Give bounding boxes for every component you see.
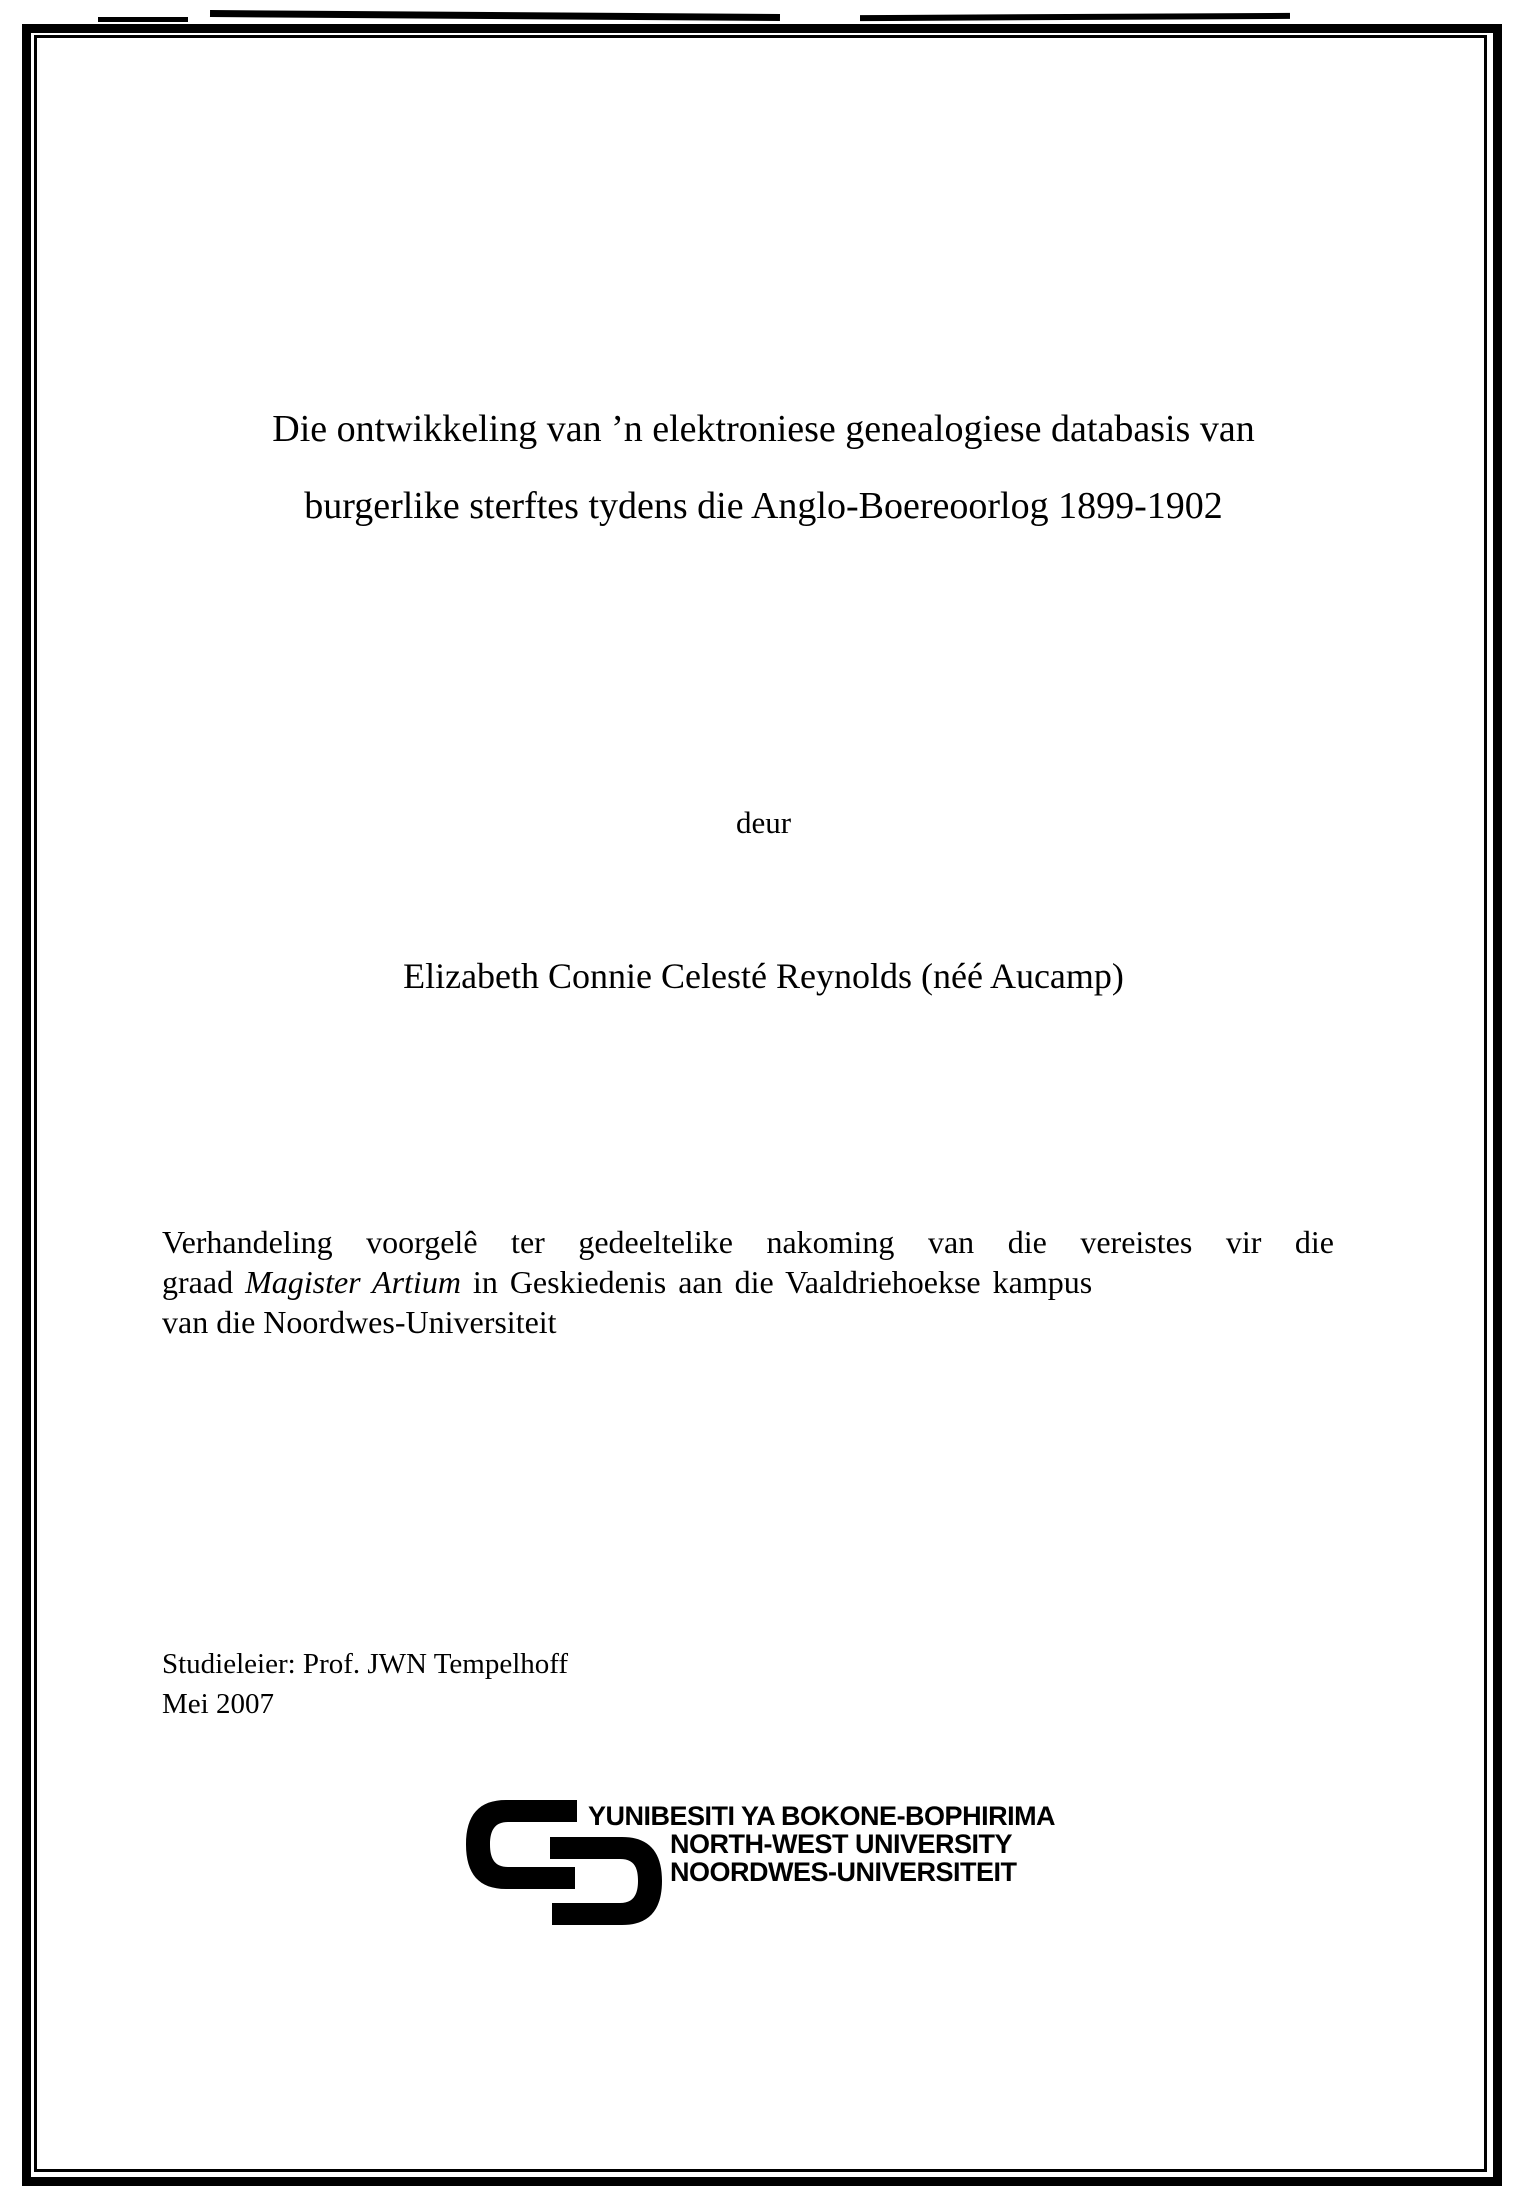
university-logo [466, 1800, 1106, 1935]
degree-statement [162, 1222, 1334, 1342]
degree-statement-line1: Verhandeling voorgelê ter gedeeltelike nakoming van die vereistes vir die [162, 1224, 1334, 1260]
logo-text-afrikaans: NOORDWES-UNIVERSITEIT [670, 1857, 1017, 1887]
degree-statement-line2 [162, 1262, 1334, 1302]
supervisor-block [162, 1644, 568, 1724]
thesis-title [100, 391, 1427, 545]
logo-text-setswana: YUNIBESITI YA BOKONE-BOPHIRIMA [588, 1801, 1056, 1831]
scan-artifact [860, 13, 1290, 21]
degree-statement-line3: van die Noordwes-Universiteit [162, 1304, 557, 1340]
supervisor-line: Studieleier: Prof. JWN Tempelhoff [162, 1648, 569, 1680]
thesis-title-line2: burgerlike sterftes tydens die Anglo-Boereoorlog 1899-1902 [304, 485, 1223, 527]
byline: deur [735, 805, 792, 840]
degree-name-italic: Magister Artium [245, 1264, 461, 1300]
logo-text-english: NORTH-WEST UNIVERSITY [670, 1829, 1013, 1859]
degree-statement-line2-pre: graad [162, 1264, 246, 1300]
date-line: Mei 2007 [162, 1688, 274, 1720]
scan-artifact [210, 10, 780, 21]
scan-artifact [98, 17, 188, 22]
author-name: Elizabeth Connie Celesté Reynolds (néé Aucamp) [403, 956, 1124, 996]
thesis-title-line1: Die ontwikkeling van ’n elektroniese genealogiese databasis van [272, 408, 1255, 450]
degree-statement-line2-post: in Geskiedenis aan die Vaaldriehoekse kampus [460, 1264, 1093, 1300]
